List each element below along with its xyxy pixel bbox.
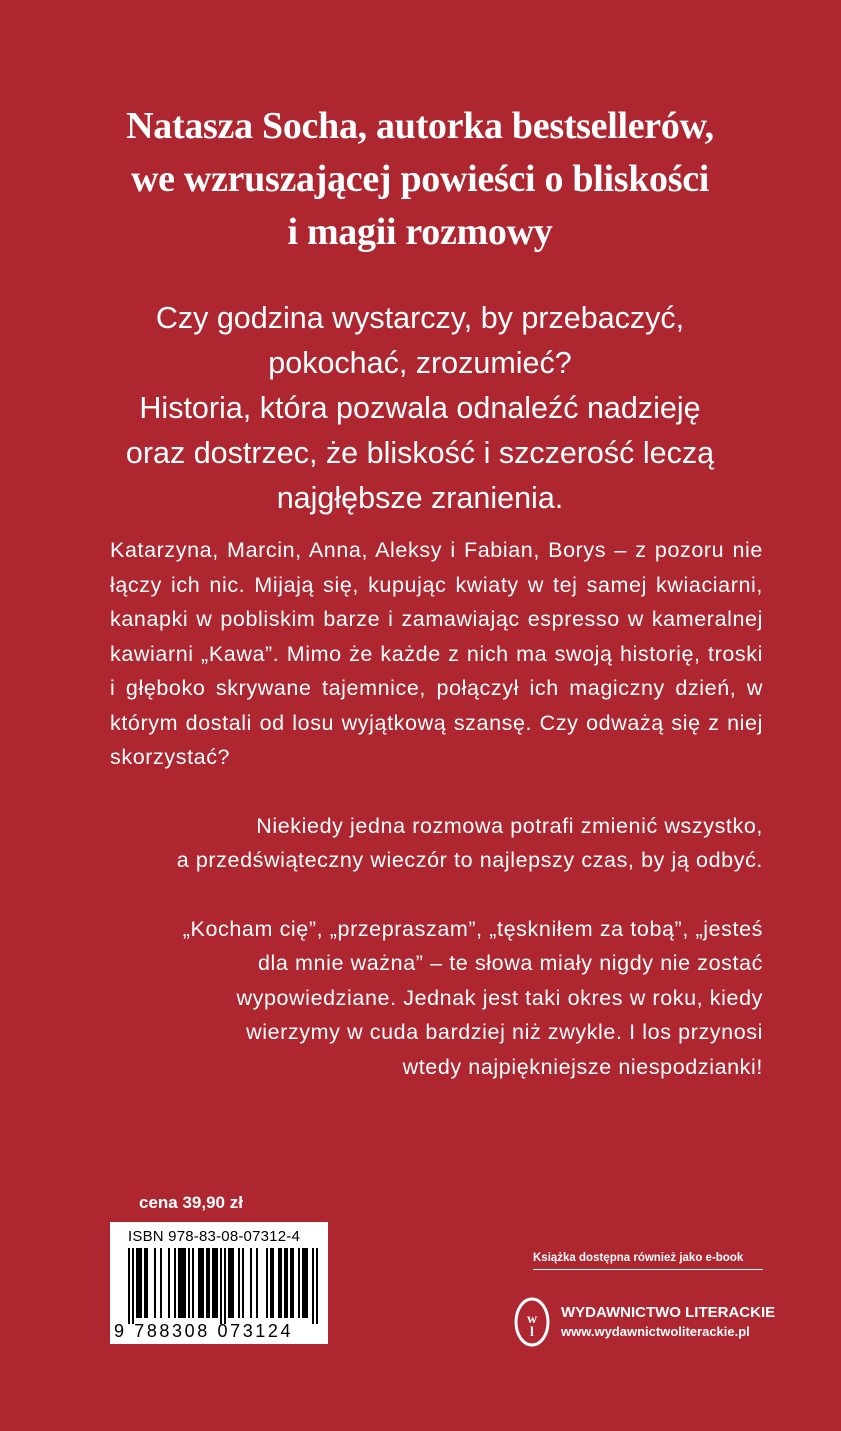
barcode-bar xyxy=(302,1248,304,1318)
logo-letter-l: l xyxy=(530,1325,534,1340)
barcode-bar xyxy=(138,1248,140,1318)
barcode-bar xyxy=(298,1248,300,1318)
blurb-line: wierzymy w cuda bardziej niż zwykle. I los przynosi xyxy=(246,1020,763,1044)
barcode-bar xyxy=(154,1248,156,1318)
headline-line: i magii rozmowy xyxy=(287,211,553,253)
publisher-url[interactable]: www.wydawnictwoliterackie.pl xyxy=(561,1324,750,1339)
barcode-bar xyxy=(278,1248,280,1318)
blurb-line: wypowiedziane. Jednak jest taki okres w roku, kiedy xyxy=(236,985,763,1010)
barcode-bar xyxy=(140,1248,142,1318)
lead-line: najgłębsze zranienia. xyxy=(276,481,564,515)
publisher-block xyxy=(513,1296,775,1348)
blurb-line: „Kocham cię”, „przepraszam”, „tęskniłem za tobą”, „jesteś xyxy=(182,916,763,941)
blurb-paragraph-3 xyxy=(110,912,763,1085)
barcode-bar xyxy=(238,1248,240,1318)
barcode-bar xyxy=(206,1248,208,1318)
barcode-bar xyxy=(232,1248,234,1318)
publisher-name: WYDAWNICTWO LITERACKIE xyxy=(561,1304,776,1321)
barcode-bar xyxy=(272,1248,274,1318)
headline-line: Natasza Socha, autorka bestsellerów, xyxy=(126,105,714,147)
barcode-bar xyxy=(228,1248,230,1318)
isbn-barcode xyxy=(110,1222,328,1344)
blurb-line: a przedświąteczny wieczór to najlepszy czas, by ją odbyć. xyxy=(176,848,763,872)
barcode-bar xyxy=(290,1248,292,1318)
barcode-bar xyxy=(280,1248,282,1318)
barcode-bar xyxy=(182,1248,184,1318)
barcode-bar xyxy=(178,1248,180,1318)
barcode-bar xyxy=(144,1248,146,1318)
barcode-bar xyxy=(316,1248,318,1324)
lead-line: pokochać, zrozumieć? xyxy=(268,346,572,380)
ean-digits: 9 788308 073124 xyxy=(114,1321,294,1341)
barcode-bar xyxy=(174,1248,176,1318)
lead-line: Historia, która pozwala odnaleźć nadzieję xyxy=(139,391,701,425)
headline xyxy=(60,100,780,259)
barcode-bar xyxy=(146,1248,148,1318)
barcode-bar xyxy=(266,1248,268,1318)
headline-line: we wzruszającej powieści o bliskości xyxy=(130,158,710,200)
barcode-bar xyxy=(284,1248,286,1318)
ebook-note: Książka dostępna również jako e-book xyxy=(533,1252,763,1270)
barcode-bar xyxy=(198,1248,200,1318)
barcode-bar xyxy=(270,1248,272,1318)
barcode-bar xyxy=(128,1248,130,1324)
barcode-bar xyxy=(136,1248,138,1318)
barcode-bar xyxy=(256,1248,258,1318)
barcode-bar xyxy=(180,1248,182,1318)
barcode-bar xyxy=(286,1248,288,1318)
barcode-bar xyxy=(192,1248,194,1318)
barcode-bar xyxy=(184,1248,186,1318)
barcode-bar xyxy=(216,1248,218,1318)
barcode-bar xyxy=(202,1248,204,1318)
lead-line: oraz dostrzec, że bliskość i szczerość leczą xyxy=(125,436,715,470)
blurb-body xyxy=(110,533,763,1084)
barcode-bar xyxy=(212,1248,214,1318)
blurb-paragraph-2 xyxy=(110,809,763,878)
barcode-bar xyxy=(312,1248,314,1324)
barcode-bar xyxy=(250,1248,252,1318)
barcode-bar xyxy=(208,1248,210,1318)
barcode-bar xyxy=(224,1248,226,1324)
blurb-line: dla mnie ważna” – te słowa miały nigdy nie zostać xyxy=(257,951,763,975)
barcode-bar xyxy=(292,1248,294,1318)
publisher-text xyxy=(561,1303,775,1341)
barcode-bar xyxy=(230,1248,232,1318)
barcode-bar xyxy=(214,1248,216,1318)
barcode-bar xyxy=(168,1248,170,1318)
publisher-logo-icon xyxy=(513,1296,551,1348)
barcode-bar xyxy=(200,1248,202,1318)
barcode-bar xyxy=(220,1248,222,1324)
barcode-bar xyxy=(304,1248,306,1318)
blurb-line: Niekiedy jedna rozmowa potrafi zmienić wszystko, xyxy=(256,813,763,838)
blurb-paragraph-1: Katarzyna, Marcin, Anna, Aleksy i Fabian, Borys – z pozoru nie łączy ich nic. Mijają się, kupując kwiaty w tej samej kwiaciarni, kanapki w pobliskim barze i zamawiając espresso w kameralnej kawiarni „Kawa”. Mimo że każde z nich ma swoją historię, troski i głęboko skrywane tajemnice, połączył ich magiczny dzień, w którym dostali od losu wyjątkową szansę. Czy odważą się z niej skorzystać? xyxy=(110,538,763,769)
barcode-bar xyxy=(306,1248,308,1318)
barcode-bar xyxy=(188,1248,190,1318)
barcode-bar xyxy=(132,1248,134,1324)
blurb-line: wtedy najpiękniejsze niespodzianki! xyxy=(402,1054,763,1079)
logo-letter-w: w xyxy=(526,1312,538,1327)
lead-line: Czy godzina wystarczy, by przebaczyć, xyxy=(155,301,685,335)
isbn-text: ISBN 978-83-08-07312-4 xyxy=(128,1228,301,1245)
price-label: cena 39,90 zł xyxy=(139,1193,243,1212)
barcode-bar xyxy=(242,1248,244,1318)
barcode-bar xyxy=(160,1248,162,1318)
lead-text xyxy=(60,296,780,521)
